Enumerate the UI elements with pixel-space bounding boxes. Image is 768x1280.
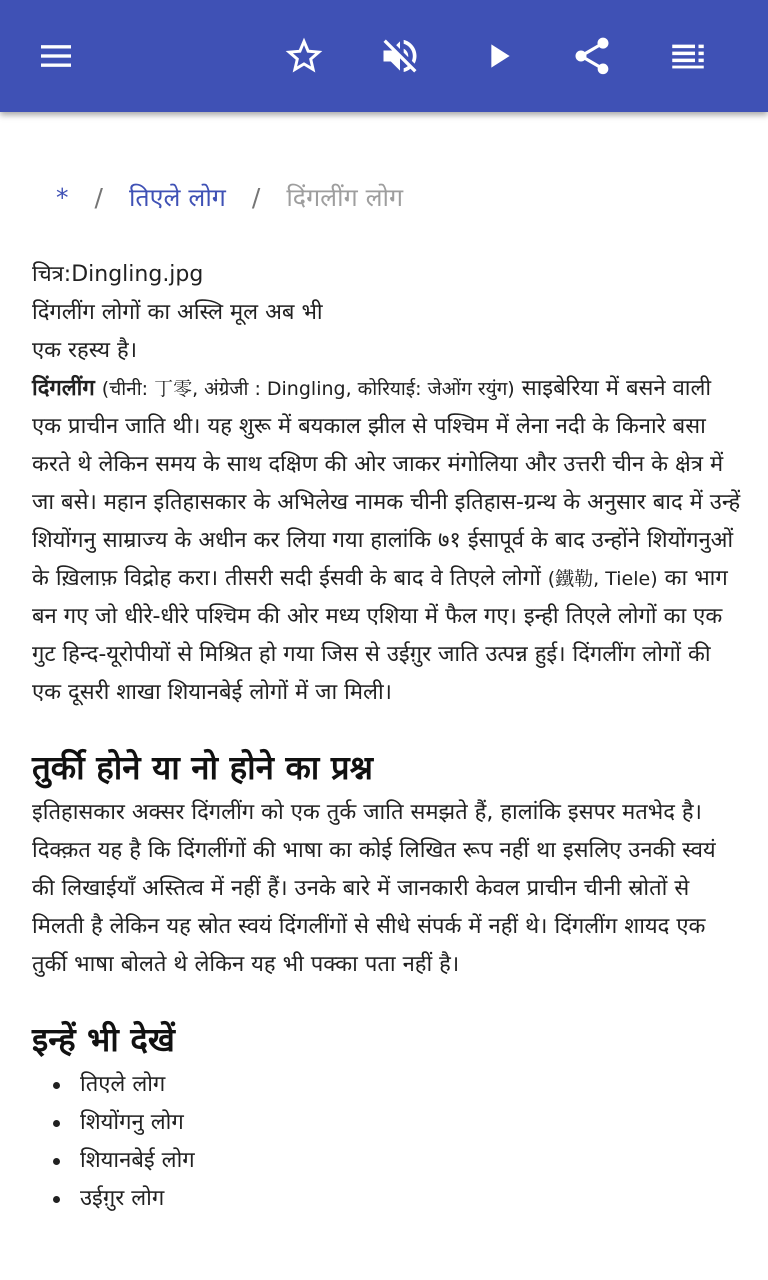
breadcrumb: [56, 178, 403, 218]
see-also-item[interactable]: शियोंगनु लोग: [80, 1104, 742, 1142]
see-also-item[interactable]: शियानबेई लोग: [80, 1142, 742, 1180]
list-icon: [667, 35, 709, 77]
intro-term: दिंगलींग: [32, 376, 95, 401]
mute-button[interactable]: [372, 28, 428, 84]
contents-button[interactable]: [660, 28, 716, 84]
breadcrumb-current: दिंगलींग लोग: [286, 183, 404, 212]
tiele-native-name: (鐵勒, Tiele): [547, 568, 658, 590]
star-icon: [282, 34, 326, 78]
breadcrumb-home-link[interactable]: *: [56, 183, 69, 212]
intro-native-names: (चीनी: 丁零, अंग्रेजी : Dingling, कोरियाई: जेओंग रयुंग): [101, 378, 515, 400]
play-button[interactable]: [470, 28, 526, 84]
section-paragraph: इतिहासकार अक्सर दिंगलींग को एक तुर्क जाति समझते हैं, हालांकि इसपर मतभेद है। दिक्क़त यह है कि दिंगलींगों की भाषा का कोई लिखित रूप नहीं था इसलिए उनकी स्वयं की लिखाईयाँ अस्तित्व में नहीं हैं। उनके बारे में जानकारी केवल प्राचीन चीनी स्रोतों से मिलती है लेकिन यह स्रोत स्वयं दिंगलींगों से सीधे संपर्क में नहीं थे। दिंगलींग शायद एक तुर्की भाषा बोलते थे लेकिन यह भी पक्का पता नहीं है।: [32, 800, 716, 977]
breadcrumb-separator: /: [94, 183, 103, 212]
share-button[interactable]: [564, 28, 620, 84]
play-icon: [478, 36, 518, 76]
share-icon: [570, 34, 614, 78]
image-caption-line: एक रहस्य है।: [32, 338, 138, 363]
volume-off-icon: [378, 34, 422, 78]
section-heading-turkic-question: तुर्की होने या नो होने का प्रश्न: [32, 748, 373, 787]
favorite-button[interactable]: [276, 28, 332, 84]
article-body: [32, 256, 742, 1218]
app-toolbar: [0, 0, 768, 112]
section-heading-see-also: इन्हें भी देखें: [32, 1020, 175, 1059]
see-also-list: [32, 1066, 742, 1218]
image-filename[interactable]: चित्र:Dingling.jpg: [32, 262, 204, 287]
breadcrumb-separator: /: [251, 183, 261, 212]
see-also-item[interactable]: उईग़ुर लोग: [80, 1180, 742, 1218]
menu-button[interactable]: [28, 28, 84, 84]
article-content: [0, 112, 768, 1280]
menu-icon: [36, 36, 76, 76]
intro-text: साइबेरिया में बसने वाली एक प्राचीन जाति थी। यह शुरू में बयकाल झील से पश्चिम में लेना नदी के किनारे बसा करते थे लेकिन समय के साथ दक्षिण की ओर जाकर मंगोलिया और उत्तरी चीन के क्षेत्र में जा बसे। महान इतिहासकार के अभिलेख नामक चीनी इतिहास-ग्रन्थ के अनुसार बाद में उन्हें शियोंगनु साम्राज्य के अधीन कर लिया गया हालांकि ७१ ईसापूर्व के बाद उन्होंने शियोंगनुओं के ख़िलाफ़ विद्रोह करा। तीसरी सदी ईसवी के बाद वे तिएले लोगों: [32, 376, 741, 591]
see-also-item[interactable]: तिएले लोग: [80, 1066, 742, 1104]
intro-paragraph: [32, 370, 742, 712]
image-caption-line: दिंगलींग लोगों का अस्लि मूल अब भी: [32, 300, 323, 325]
intro-text-continued: का भाग बन गए जो धीरे-धीरे पश्चिम की ओर मध्य एशिया में फैल गए। इन्ही तिएले लोगों का एक गुट हिन्द-यूरोपीयों से मिश्रित हो गया जिस से उईग़ुर जाति उत्पन्न हुई। दिंगलींग लोगों की एक दूसरी शाखा शियानबेई लोगों में जा मिली।: [32, 566, 728, 705]
breadcrumb-parent-link[interactable]: तिएले लोग: [128, 183, 226, 212]
